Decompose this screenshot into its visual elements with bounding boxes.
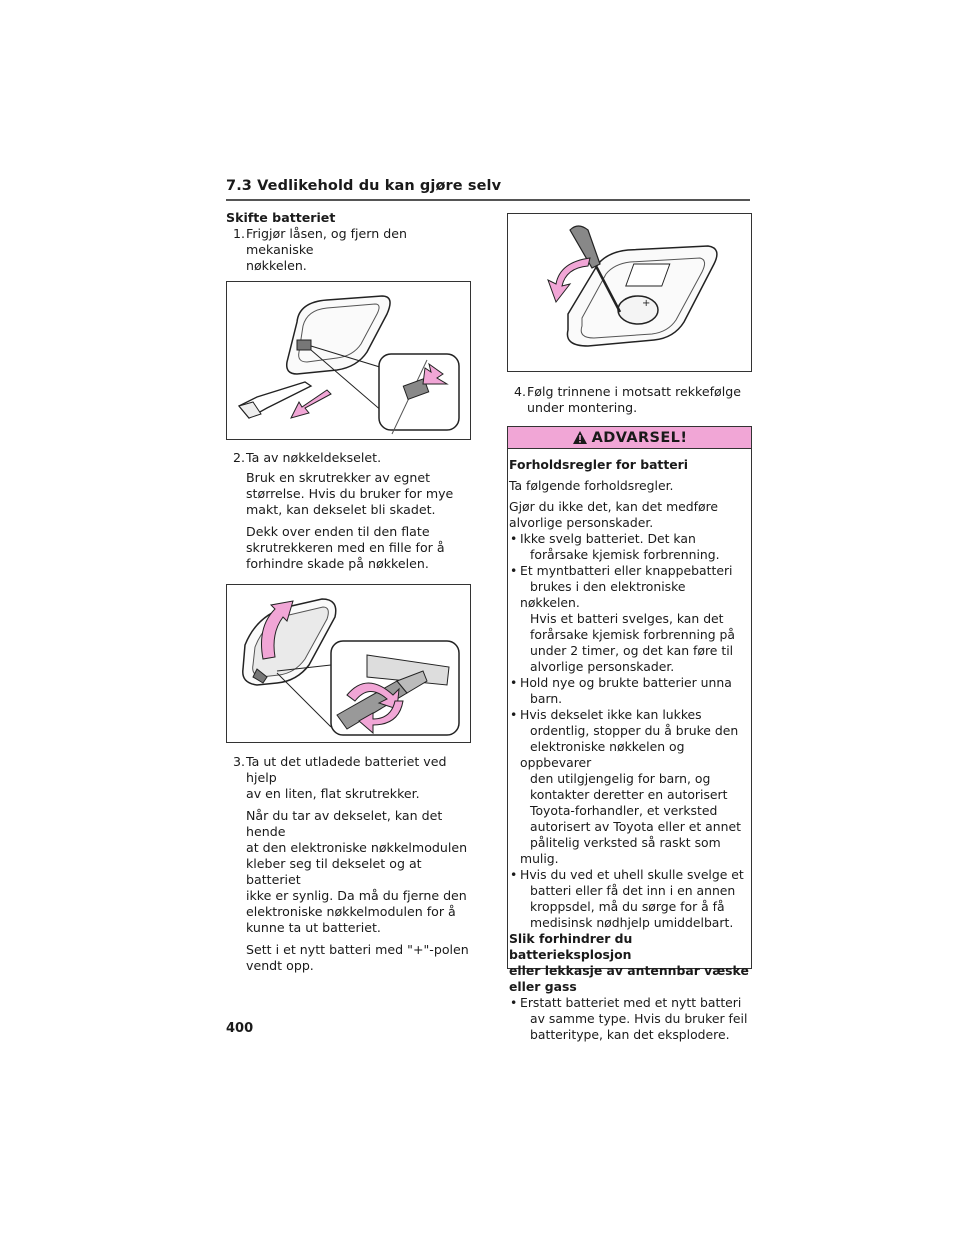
bullet-dot: •	[510, 867, 518, 882]
step-4	[507, 384, 752, 416]
left-column-top	[226, 210, 471, 274]
note-line: kunne ta ut batteriet.	[246, 920, 381, 935]
warning-bullet	[509, 563, 749, 675]
step-number: 1.	[233, 226, 246, 241]
bullet-line: Erstatt batteriet med et nytt batteri	[520, 995, 742, 1010]
step-number: 4.	[514, 384, 527, 399]
step-text-line: under montering.	[527, 400, 638, 415]
warning-body	[509, 457, 749, 1043]
bullet-line: autorisert av Toyota eller et annet	[530, 819, 741, 834]
section-title: 7.3 Vedlikehold du kan gjøre selv	[226, 178, 502, 194]
procedure-heading: Skifte batteriet	[226, 210, 336, 225]
paragraph-line: alvorlige personskader.	[509, 515, 654, 530]
bullet-line: alvorlige personskader.	[530, 659, 675, 674]
step-text-line: Ta ut det utladede batteriet ved hjelp	[246, 754, 447, 785]
step-text-line: Følg trinnene i motsatt rekkefølge	[527, 384, 741, 399]
step3-note-2	[226, 942, 476, 974]
left-column-step3	[226, 754, 476, 974]
step-text-line: av en liten, flat skrutrekker.	[246, 786, 420, 801]
bullet-line: Hvis du ved et uhell skulle svelge et	[520, 867, 744, 882]
bullet-line: elektroniske nøkkelen og oppbevarer	[520, 739, 685, 770]
heading-line: eller gass	[509, 979, 577, 994]
step3-note-1	[226, 808, 476, 936]
left-column-step2	[226, 450, 471, 572]
step-text-line: Frigjør låsen, og fjern den mekaniske	[246, 226, 407, 257]
bullet-line: forårsake kjemisk forbrenning på	[530, 627, 736, 642]
note-line: skrutrekkeren med en fille for å	[246, 540, 445, 555]
warning-title: ADVARSEL!	[591, 429, 688, 446]
note-line: forhindre skade på nøkkelen.	[246, 556, 429, 571]
bullet-line: av samme type. Hvis du bruker feil	[530, 1011, 748, 1026]
note-line: kleber seg til dekselet og at batteriet	[246, 856, 422, 887]
note-line: elektroniske nøkkelmodulen for å	[246, 904, 456, 919]
bullet-line: under 2 timer, og det kan føre til	[530, 643, 734, 658]
warning-heading	[509, 931, 749, 995]
key-illustration	[227, 282, 470, 439]
bullet-line: Hold nye og brukte batterier unna	[520, 675, 732, 690]
step-number: 3.	[233, 754, 246, 769]
bullet-line: Hvis et batteri svelges, kan det	[530, 611, 724, 626]
bullet-line: forårsake kjemisk forbrenning.	[530, 547, 720, 562]
bullet-line: Hvis dekselet ikke kan lukkes	[520, 707, 702, 722]
warning-bullet	[509, 995, 749, 1043]
figure-remove-battery	[507, 213, 752, 372]
bullet-dot: •	[510, 531, 518, 546]
step-1	[226, 226, 471, 274]
warning-bullet	[509, 707, 749, 867]
bullet-line: barn.	[530, 691, 563, 706]
step-text	[246, 226, 471, 274]
note-line: Sett i et nytt batteri med "+"-polen	[246, 942, 469, 957]
bullet-line: Et myntbatteri eller knappebatteri	[520, 563, 733, 578]
bullet-line: kontakter deretter en autorisert	[530, 787, 728, 802]
right-column-step4	[507, 384, 752, 416]
warning-paragraph: Ta følgende forholdsregler.	[509, 478, 674, 493]
bullet-line: Toyota-forhandler, et verksted	[530, 803, 718, 818]
warning-bullet	[509, 675, 749, 707]
bullet-line: medisinsk nødhjelp umiddelbart.	[530, 915, 734, 930]
paragraph-line: Gjør du ikke det, kan det medføre	[509, 499, 719, 514]
bullet-line: brukes i den elektroniske nøkkelen.	[520, 579, 686, 610]
step-text-line: nøkkelen.	[246, 258, 307, 273]
step2-note-2	[226, 524, 471, 572]
bullet-line: kroppsdel, må du sørge for å få	[530, 899, 725, 914]
bullet-line: Ikke svelg batteriet. Det kan	[520, 531, 696, 546]
bullet-line: pålitelig verksted så raskt som mulig.	[520, 835, 721, 866]
note-line: makt, kan dekselet bli skadet.	[246, 502, 436, 517]
heading-line: Slik forhindrer du batterieksplosjon	[509, 931, 633, 962]
figure-remove-cover	[226, 584, 471, 743]
step-2	[226, 450, 471, 466]
bullet-dot: •	[510, 995, 518, 1010]
note-line: at den elektroniske nøkkelmodulen	[246, 840, 468, 855]
bullet-line: batteri eller få det inn i en annen	[530, 883, 736, 898]
svg-text:+: +	[642, 298, 651, 309]
warning-header	[508, 427, 751, 449]
header-rule	[226, 199, 750, 201]
step2-note-1	[226, 470, 471, 518]
step-text	[527, 384, 752, 416]
warning-box	[507, 426, 752, 1042]
warning-paragraph	[509, 499, 749, 531]
warning-bullet	[509, 867, 749, 931]
bullet-dot: •	[510, 675, 518, 690]
step-number: 2.	[233, 450, 246, 465]
bullet-dot: •	[510, 563, 518, 578]
cover-illustration	[227, 585, 470, 742]
step-text: Ta av nøkkeldekselet.	[246, 450, 382, 465]
warning-triangle-icon	[572, 430, 588, 445]
section-header	[226, 178, 750, 194]
bullet-dot: •	[510, 707, 518, 722]
note-line: vendt opp.	[246, 958, 314, 973]
heading-line: eller lekkasje av antennbar væske	[509, 963, 749, 978]
step-3	[226, 754, 476, 802]
note-line: Dekk over enden til den flate	[246, 524, 430, 539]
note-line: størrelse. Hvis du bruker for mye	[246, 486, 454, 501]
note-line: ikke er synlig. Da må du fjerne den	[246, 888, 467, 903]
warning-heading: Forholdsregler for batteri	[509, 457, 689, 472]
page-number: 400	[226, 1021, 254, 1036]
bullet-line: ordentlig, stopper du å bruke den	[530, 723, 739, 738]
bullet-line: den utilgjengelig for barn, og	[530, 771, 711, 786]
note-line: Når du tar av dekselet, kan det hende	[246, 808, 443, 839]
note-line: Bruk en skrutrekker av egnet	[246, 470, 431, 485]
figure-remove-mechanical-key	[226, 281, 471, 440]
battery-illustration	[508, 214, 751, 371]
step-text	[246, 754, 476, 802]
bullet-line: batteritype, kan det eksplodere.	[530, 1027, 730, 1042]
warning-bullet	[509, 531, 749, 563]
